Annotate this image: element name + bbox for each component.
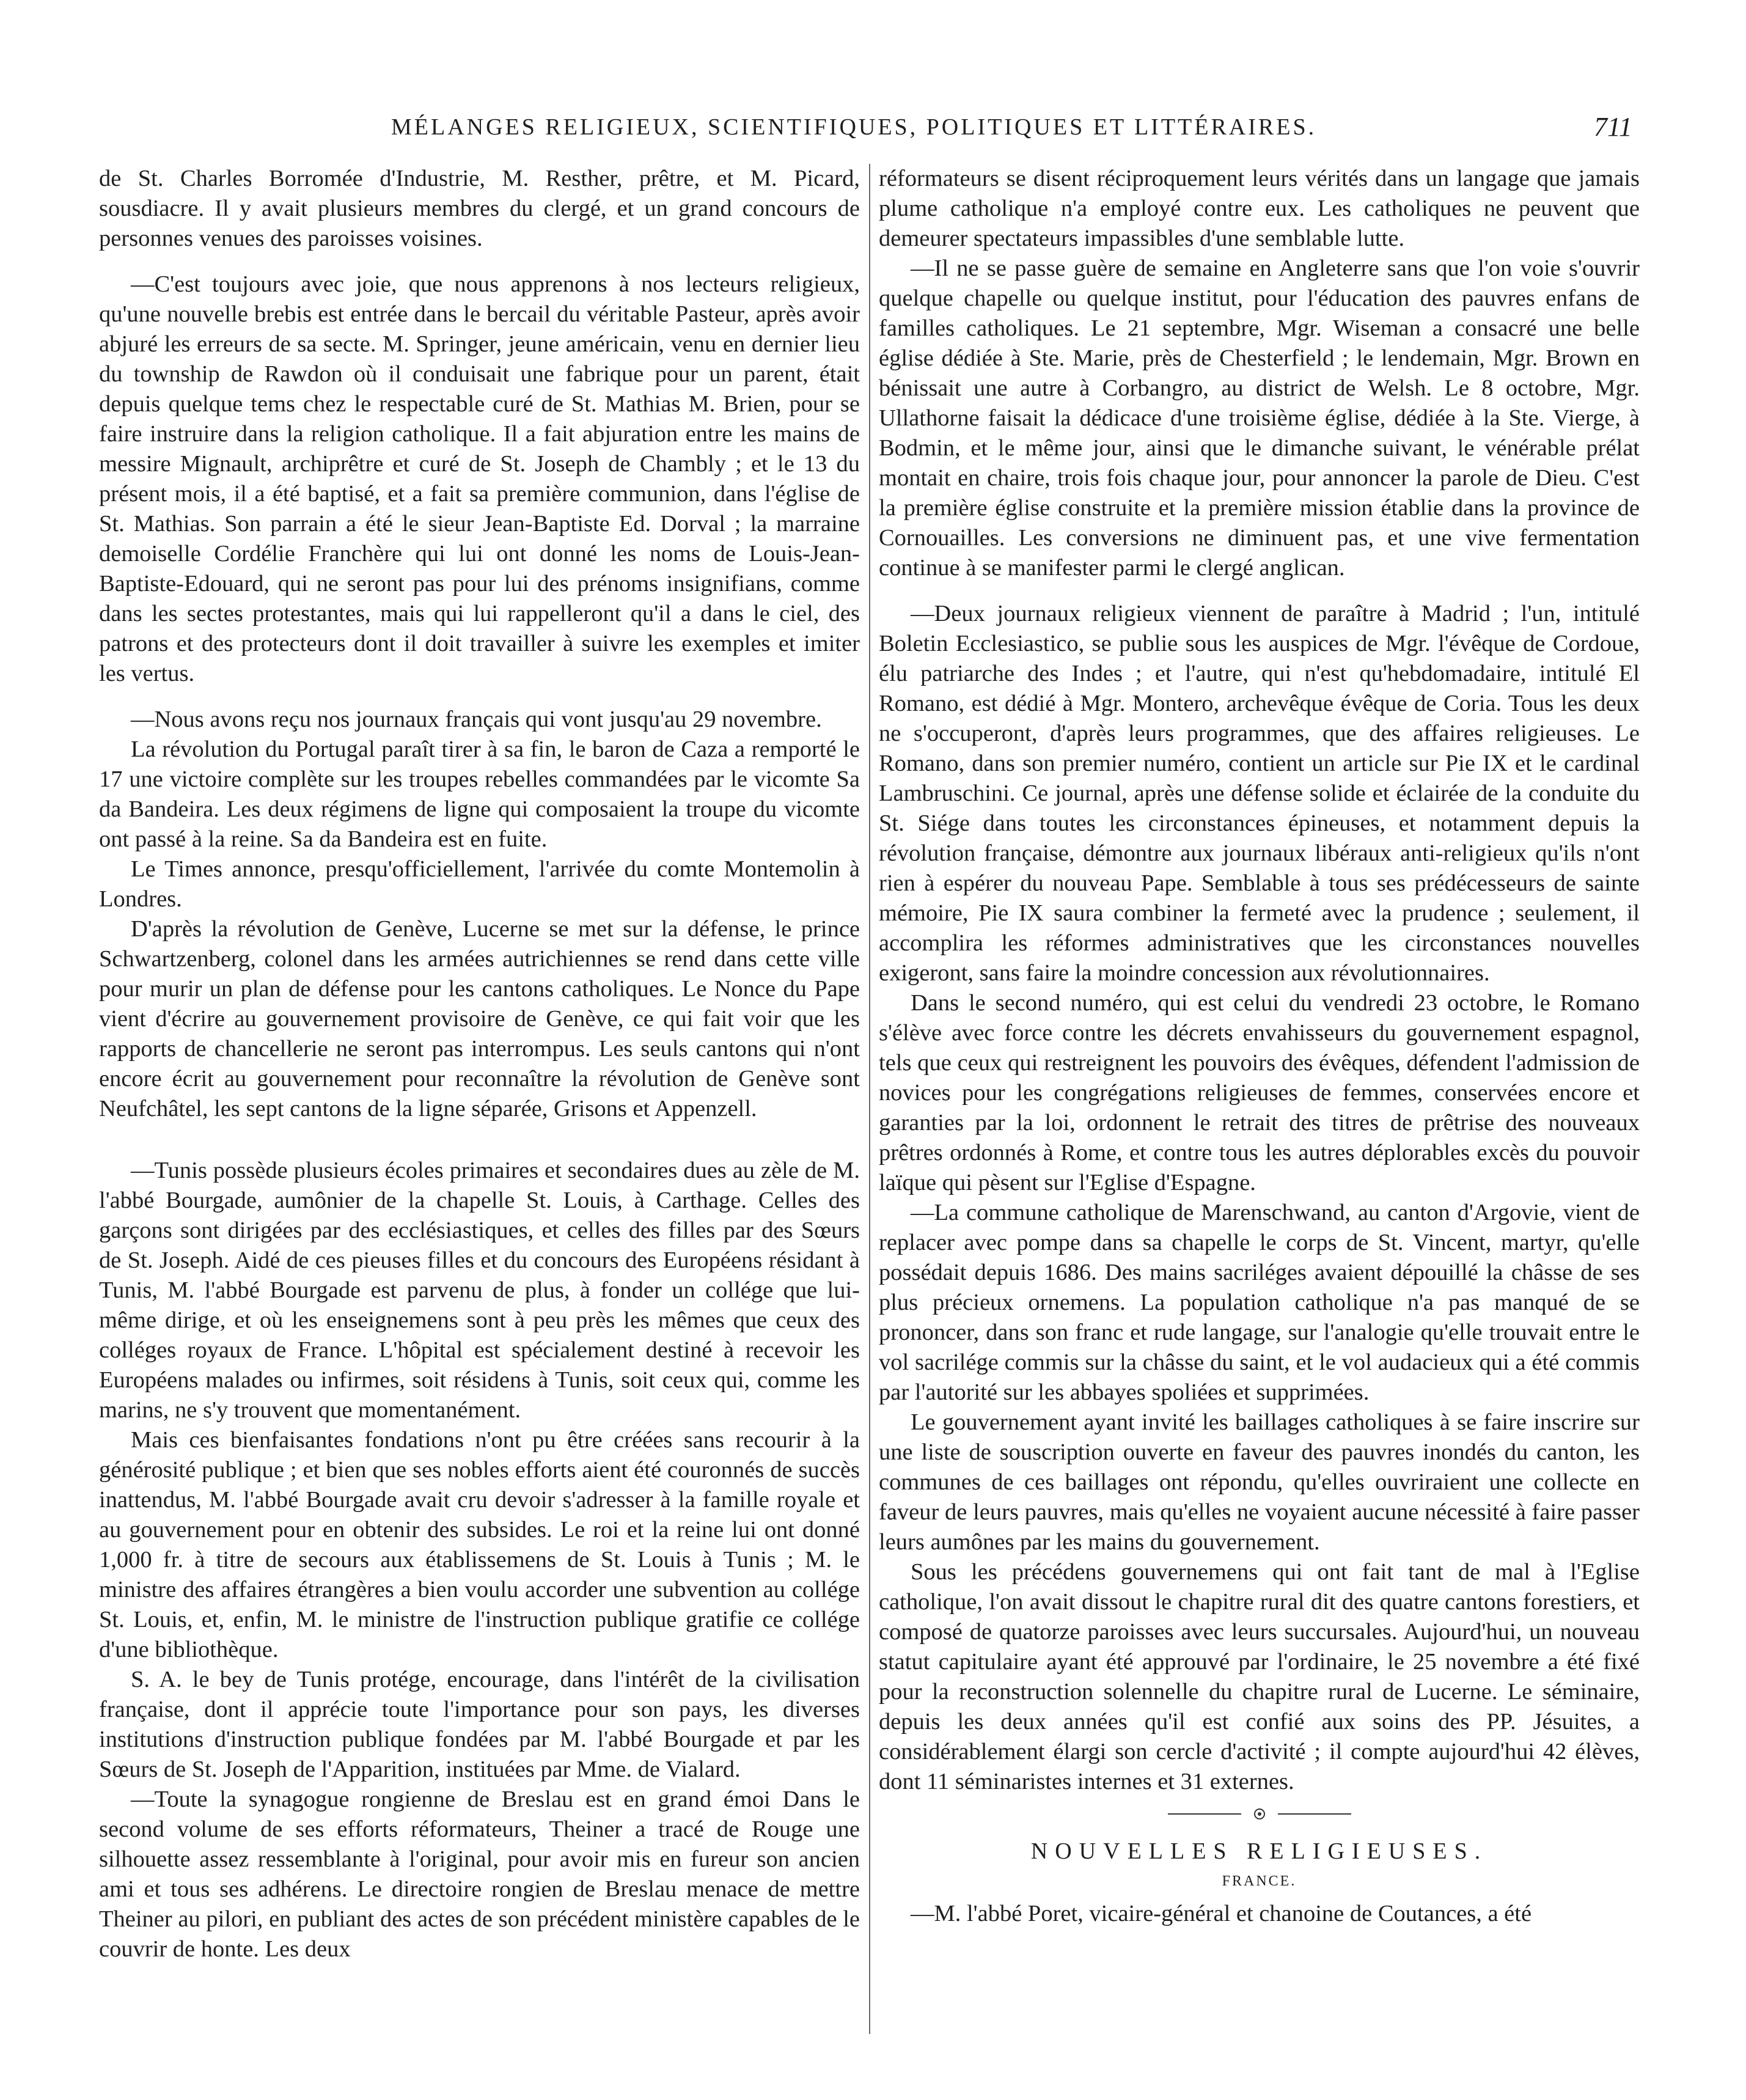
article-paragraph: S. A. le bey de Tunis protége, encourage, dans l'intérêt de la civilisation française, dont il apprécie toute l'importance pour son pays, les diverses institutions d'instruction publique fondées par M. l'abbé Bourgade et par les Sœurs de St. Joseph de l'Apparition, instituées par Mme. de Vialard.: [99, 1667, 860, 1782]
ornamental-divider: [879, 1801, 1640, 1830]
page-number: 711: [1594, 112, 1632, 142]
article-paragraph: La révolution du Portugal paraît tirer à sa fin, le baron de Caza a remporté le 17 une victoire complète sur les troupes rebelles commandées par le vicomte Sa da Bandeira. Les deux régimens de ligne qui composaient la troupe du vicomte ont passé à la reine. Sa da Bandeira est en fuite.: [99, 736, 860, 852]
article-paragraph: —Toute la synagogue rongienne de Breslau est en grand émoi Dans le second volume de ses efforts réformateurs, Theiner a tracé de Rouge une silhouette assez ressemblante à l'original, pour avoir mis en fureur son ancien ami et tous ses adhérens. Le directoire rongien de Breslau menace de mettre Theiner au pilori, en publiant des actes de son précédent ministère capables de le couvrir de honte. Les deux: [99, 1786, 860, 1962]
section-subtitle: FRANCE.: [1222, 1873, 1297, 1889]
article-paragraph: —Nous avons reçu nos journaux français qui vont jusqu'au 29 novembre.: [131, 707, 822, 732]
article-paragraph: —Deux journaux religieux viennent de paraître à Madrid ; l'un, intitulé Boletin Ecclesiastico, se publie sous les auspices de Mgr. l'évêque de Cordoue, élu patriarche des Indes ; et l'autre, qui n'est qu'hebdomadaire, intitulé El Romano, est dédié à Mgr. Montero, archevêque évêque de Coria. Tous les deux ne s'occuperont, d'après leurs programmes, que des affaires religieuses. Le Romano, dans son premier numéro, contient un article sur Pie IX et le cardinal Lambruschini. Ce journal, après une défense solide et éclairée de la conduite du St. Siége dans toutes les circonstances épineuses, et notamment depuis la révolution française, démontre aux journaux libéraux anti-religieux qu'ils n'ont rien à espérer du nouveau Pape. Semblable à tous ses prédécesseurs de sainte mémoire, Pie IX saura combiner la fermeté avec la prudence ; seulement, il accomplira les réformes administratives que les circonstances nouvelles exigeront, sans faire la moindre concession aux révolutionnaires.: [879, 601, 1640, 986]
article-paragraph: de St. Charles Borromée d'Industrie, M. Resther, prêtre, et M. Picard, sousdiacre. Il y avait plusieurs membres du clergé, et un grand concours de personnes venues des paroisses voisines.: [99, 166, 860, 251]
article-paragraph: Sous les précédens gouvernemens qui ont fait tant de mal à l'Eglise catholique, l'on avait dissout le chapitre rural dit des quatre cantons forestiers, et composé de quatorze paroisses avec leurs succursales. Aujourd'hui, un nouveau statut capitulaire ayant été approuvé par l'ordinaire, le 25 novembre a été fixé pour la reconstruction solennelle du chapitre rural de Lucerne. Le séminaire, depuis les deux années qu'il est confié aux soins des PP. Jésuites, a considérablement élargi son cercle d'activité ; il compte aujourd'hui 42 élèves, dont 11 séminaristes internes et 31 externes.: [879, 1559, 1640, 1794]
ornament-icon: [1162, 1807, 1357, 1821]
column-divider: [869, 164, 870, 2034]
article-paragraph: —C'est toujours avec joie, que nous apprenons à nos lecteurs religieux, qu'une nouvelle brebis est entrée dans le bercail du véritable Pasteur, après avoir abjuré les erreurs de sa secte. M. Springer, jeune américain, venu en dernier lieu du township de Rawdon où il conduisait une fabrique pour un parent, était depuis quelque tems chez le respectable curé de St. Mathias M. Brien, pour se faire instruire dans la religion catholique. Il a fait abjuration entre les mains de messire Mignault, archiprêtre et curé de St. Joseph de Chambly ; et le 13 du présent mois, il a été baptisé, et a fait sa première communion, dans l'église de St. Mathias. Son parrain a été le sieur Jean-Baptiste Ed. Dorval ; la marraine demoiselle Cordélie Franchère qui lui ont donné les noms de Louis-Jean-Baptiste-Edouard, qui ne seront pas pour lui des prénoms insignifians, comme dans les sectes protestantes, mais qui lui rappelleront qu'il a dans le ciel, des patrons et des protecteurs dont il doit travailler à suivre les exemples et imiter les vertus.: [99, 271, 860, 686]
article-paragraph: —La commune catholique de Marenschwand, au canton d'Argovie, vient de replacer avec pompe dans sa chapelle le corps de St. Vincent, martyr, qu'elle possédait depuis 1686. Des mains sacriléges avaient dépouillé la châsse de ses plus précieux ornemens. La population catholique n'a pas manqué de se prononcer, dans son franc et rude langage, sur l'analogie qu'elle trouvait entre le vol sacrilége commis sur la châsse du saint, et le vol audacieux qui a été commis par l'autorité sur les abbayes spoliées et supprimées.: [879, 1200, 1640, 1405]
right-column: [879, 164, 1640, 1929]
running-header: MÉLANGES RELIGIEUX, SCIENTIFIQUES, POLITIQUES ET LITTÉRAIRES.: [391, 114, 1317, 140]
article-paragraph: Le gouvernement ayant invité les baillages catholiques à se faire inscrire sur une liste de souscription ouverte en faveur des pauvres inondés du canton, les communes de ces baillages ont répondu, qu'elles ouvriraient une collecte en faveur de leurs pauvres, mais qu'elles ne voyaient aucune nécessité à faire passer leurs aumônes par les mains du gouvernement.: [879, 1409, 1640, 1555]
article-paragraph: Mais ces bienfaisantes fondations n'ont pu être créées sans recourir à la générosité publique ; et bien que ses nobles efforts aient été couronnés de succès inattendus, M. l'abbé Bourgade avait cru devoir s'adresser à la famille royale et au gouvernement pour en obtenir des subsides. Le roi et la reine lui ont donné 1,000 fr. à titre de secours aux établissemens de St. Louis à Tunis ; M. le ministre des affaires étrangères a bien voulu accorder une subvention au collége St. Louis, et, enfin, M. le ministre de l'instruction publique gratifie ce collége d'une bibliothèque.: [99, 1427, 860, 1662]
article-paragraph: Le Times annonce, presqu'officiellement, l'arrivée du comte Montemolin à Londres.: [99, 856, 860, 912]
article-paragraph: D'après la révolution de Genève, Lucerne se met sur la défense, le prince Schwartzenberg, colonel dans les armées autrichiennes se rend dans cette ville pour murir un plan de défense pour les cantons catholiques. Le Nonce du Pape vient d'écrire au gouvernement provisoire de Genève, ce qui fait voir que les rapports de chancellerie ne seront pas interrompus. Les seuls cantons qui n'ont encore écrit au gouvernement pour reconnaître la révolution de Genève sont Neufchâtel, les sept cantons de la ligne séparée, Grisons et Appenzell.: [99, 916, 860, 1122]
article-paragraph: —Tunis possède plusieurs écoles primaires et secondaires dues au zèle de M. l'abbé Bourgade, aumônier de la chapelle St. Louis, à Carthage. Celles des garçons sont dirigées par des ecclésiastiques, et celles des filles par des Sœurs de St. Joseph. Aidé de ces pieuses filles et du concours des Européens résidant à Tunis, M. l'abbé Bourgade est parvenu de plus, à fonder un collége que lui-même dirige, et où les enseignemens sont à peu près les mêmes que ceux des colléges royaux de France. L'hôpital est spécialement destiné à recevoir les Européens malades ou infirmes, soit résidens à Tunis, soit ceux qui, comme les marins, ne s'y trouvent que momentanément.: [99, 1158, 860, 1423]
left-column: [99, 164, 860, 1964]
article-paragraph: —Il ne se passe guère de semaine en Angleterre sans que l'on voie s'ouvrir quelque chapelle ou quelque institut, pour l'éducation des pauvres enfans de familles catholiques. Le 21 septembre, Mgr. Wiseman a consacré une belle église dédiée à Ste. Marie, près de Chesterfield ; le lendemain, Mgr. Brown en bénissait une autre à Corbangro, au district de Welsh. Le 8 octobre, Mgr. Ullathorne faisait la dédicace d'une troisième église, dédiée à la Ste. Vierge, à Bodmin, et le même jour, ainsi que le dimanche suivant, le vénérable prélat montait en chaire, trois fois chaque jour, pour annoncer la parole de Dieu. C'est la première église construite et la première mission établie dans la province de Cornouailles. Les conversions ne diminuent pas, et une vive fermentation continue à se manifester parmi le clergé anglican.: [879, 255, 1640, 581]
section-title: NOUVELLES RELIGIEUSES.: [1030, 1838, 1488, 1864]
article-paragraph: réformateurs se disent réciproquement leurs vérités dans un langage que jamais plume catholique n'a employé contre eux. Les catholiques ne peuvent que demeurer spectateurs impassibles d'une semblable lutte.: [879, 166, 1640, 251]
article-paragraph: —M. l'abbé Poret, vicaire-général et chanoine de Coutances, a été: [911, 1901, 1532, 1926]
article-paragraph: Dans le second numéro, qui est celui du vendredi 23 octobre, le Romano s'élève avec force contre les décrets envahisseurs du gouvernement espagnol, tels que ceux qui restreignent les pouvoirs des évêques, défendent l'admission de novices pour les congrégations religieuses de femmes, conservées encore et garanties par la loi, ordonnent le retrait des titres de prêtrise des nouveaux prêtres ordonnés à Rome, et contre tous les autres déplorables excès du pouvoir laïque qui pèsent sur l'Eglise d'Espagne.: [879, 990, 1640, 1195]
